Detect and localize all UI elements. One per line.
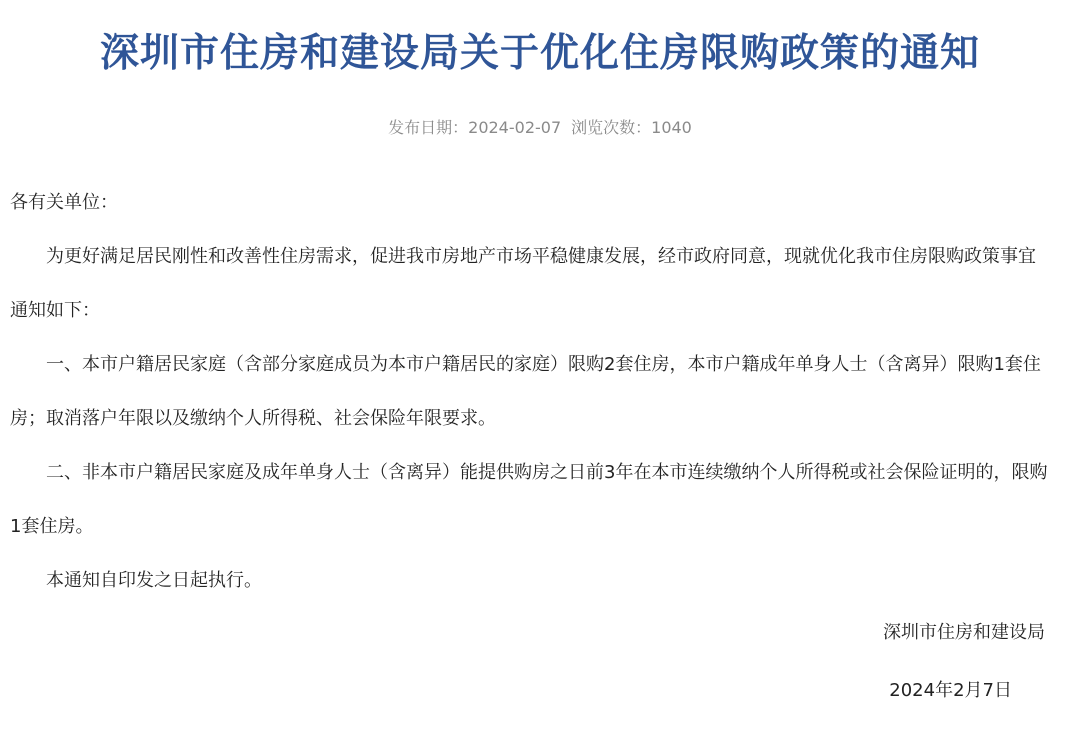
- paragraph-intro: 为更好满足居民刚性和改善性住房需求，促进我市房地产市场平稳健康发展，经市政府同意，现就优化我市住房限购政策事宜通知如下：: [10, 246, 1036, 321]
- views-count: 1040: [651, 118, 692, 137]
- notice-body: [10, 176, 1050, 608]
- page-title: 深圳市住房和建设局关于优化住房限购政策的通知: [99, 31, 980, 76]
- paragraph-item-two: 二、非本市户籍居民家庭及成年单身人士（含离异）能提供购房之日前3年在本市连续缴纳个人所得税或社会保险证明的，限购1套住房。: [10, 462, 1048, 537]
- greeting: 各有关单位：: [10, 192, 118, 213]
- issue-date: 2024年2月7日: [889, 680, 1012, 701]
- publish-date-label: 发布日期：: [388, 118, 469, 137]
- views-label: 浏览次数：: [571, 118, 652, 137]
- paragraph-item-one: 一、本市户籍居民家庭（含部分家庭成员为本市户籍居民的家庭）限购2套住房，本市户籍成年单身人士（含离异）限购1套住房；取消落户年限以及缴纳个人所得税、社会保险年限要求。: [10, 354, 1041, 429]
- publish-date: 2024-02-07: [468, 118, 562, 137]
- issuer-signature: 深圳市住房和建设局: [883, 622, 1045, 643]
- paragraph-effective: 本通知自印发之日起执行。: [46, 570, 262, 591]
- publish-meta: [0, 116, 1080, 140]
